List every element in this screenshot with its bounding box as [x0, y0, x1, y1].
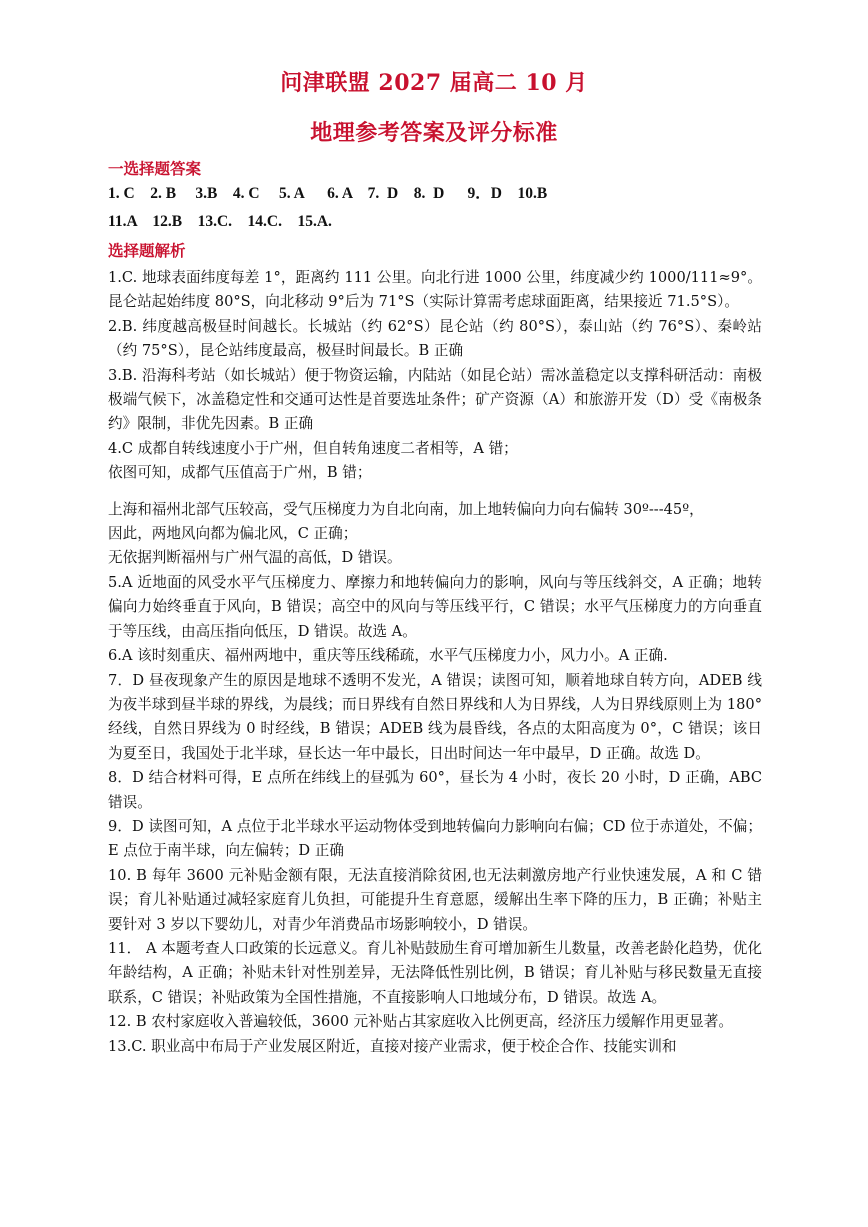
analysis-paragraph: 3.B. 沿海科考站（如长城站）便于物资运输，内陆站（如昆仑站）需冰盖稳定以支撑科研活动：南极极端气候下，冰盖稳定性和交通可达性是首要选址条件；矿产资源（A）和旅游开发（D）受《南极条约》限制，非优先因素。B 正确	[108, 366, 762, 433]
analysis-paragraph: 10. B 每年 3600 元补贴金额有限，无法直接消除贫困,也无法刺激房地产行业快速发展，A 和 C 错误；育儿补贴通过减轻家庭育儿负担，可能提升生育意愿，缓解出生率下降的压力，B 正确；补贴主要针对 3 岁以下婴幼儿，对青少年消费品市场影响较小，D 错误。	[108, 866, 762, 933]
analysis-paragraph: 依图可知，成都气压值高于广州，B 错；	[108, 464, 372, 482]
answers-row-1: 1. C 2. B 3.B 4. C 5. A 6. A 7. D 8. D 9．D 10.B	[108, 185, 548, 202]
analysis-paragraph: 13.C. 职业高中布局于产业发展区附近，直接对接产业需求，便于校企合作、技能实训和	[108, 1037, 677, 1055]
analysis-paragraph: 2.B. 纬度越高极昼时间越长。长城站（约 62°S）昆仑站（约 80°S），泰山站（约 76°S）、秦岭站（约 75°S），昆仑站纬度最高，极昼时间最长。B 正确	[108, 317, 762, 360]
analysis-paragraph: 上海和福州北部气压较高，受气压梯度力为自北向南，加上地转偏向力向右偏转 30º---45º，	[108, 500, 704, 518]
analysis-paragraph: 因此，两地风向都为偏北风，C 正确；	[108, 525, 358, 543]
document-title: 问津联盟 2027 届高二 10 月	[280, 70, 588, 96]
analysis-paragraph: 12. B 农村家庭收入普遍较低，3600 元补贴占其家庭收入比例更高，经济压力缓解作用更显著。	[108, 1013, 733, 1031]
answers-heading: 一选择题答案	[108, 159, 202, 178]
analysis-paragraph: 9．D 读图可知，A 点位于北半球水平运动物体受到地转偏向力影响向右偏；CD 位于赤道处，不偏；E 点位于南半球，向左偏转；D 正确	[108, 817, 762, 860]
analysis-heading: 选择题解析	[108, 241, 186, 260]
analysis-paragraph: 7．D 昼夜现象产生的原因是地球不透明不发光，A 错误；读图可知，顺着地球自转方向，ADEB 线为夜半球到昼半球的界线，为晨线；而日界线有自然日界线和人为日界线，人为日界线原则上为 180°经线，自然日界线为 0 时经线，B 错误；ADEB 线为晨昏线，各点的太阳高度为 0°，C 错误；该日为夏至日，我国处于北半球，昼长达一年中最长，日出时间达一年中最早，D 正确。故选 D。	[108, 671, 762, 762]
analysis-paragraph: 4.C 成都自转线速度小于广州，但自转角速度二者相等，A 错；	[108, 439, 518, 457]
analysis-paragraph: 1.C. 地球表面纬度每差 1°，距离约 111 公里。向北行进 1000 公里，纬度减少约 1000/111≈9°。昆仑站起始纬度 80°S，向北移动 9°后为 71°S（实际计算需考虑球面距离，结果接近 71.5°S）。	[108, 269, 762, 311]
analysis-paragraph: 11． A 本题考查人口政策的长远意义。育儿补贴鼓励生育可增加新生儿数量，改善老龄化趋势，优化年龄结构，A 正确；补贴未针对性别差异，无法降低性别比例，B 错误；育儿补贴与移民数量无直接联系，C 错误；补贴政策为全国性措施，不直接影响人口地域分布，D 错误。故选 A。	[108, 939, 762, 1006]
analysis-paragraph: 6.A 该时刻重庆、福州两地中，重庆等压线稀疏，水平气压梯度力小，风力小。A 正确.	[108, 647, 668, 665]
document-subtitle: 地理参考答案及评分标准	[310, 120, 558, 146]
analysis-paragraph: 无依据判断福州与广州气温的高低，D 错误。	[108, 549, 402, 567]
document-body	[108, 156, 762, 1059]
analysis-paragraph: 8．D 结合材料可得，E 点所在纬线上的昼弧为 60°，昼长为 4 小时，夜长 20 小时，D 正确，ABC 错误。	[108, 769, 762, 811]
answers-row-2: 11.A 12.B 13.C. 14.C. 15.A.	[108, 212, 332, 230]
analysis-paragraph: 5.A 近地面的风受水平气压梯度力、摩擦力和地转偏向力的影响，风向与等压线斜交，A 正确；地转偏向力始终垂直于风向，B 错误；高空中的风向与等压线平行，C 错误；水平气压梯度力的方向垂直于等压线，由高压指向低压，D 错误。故选 A。	[108, 573, 762, 640]
